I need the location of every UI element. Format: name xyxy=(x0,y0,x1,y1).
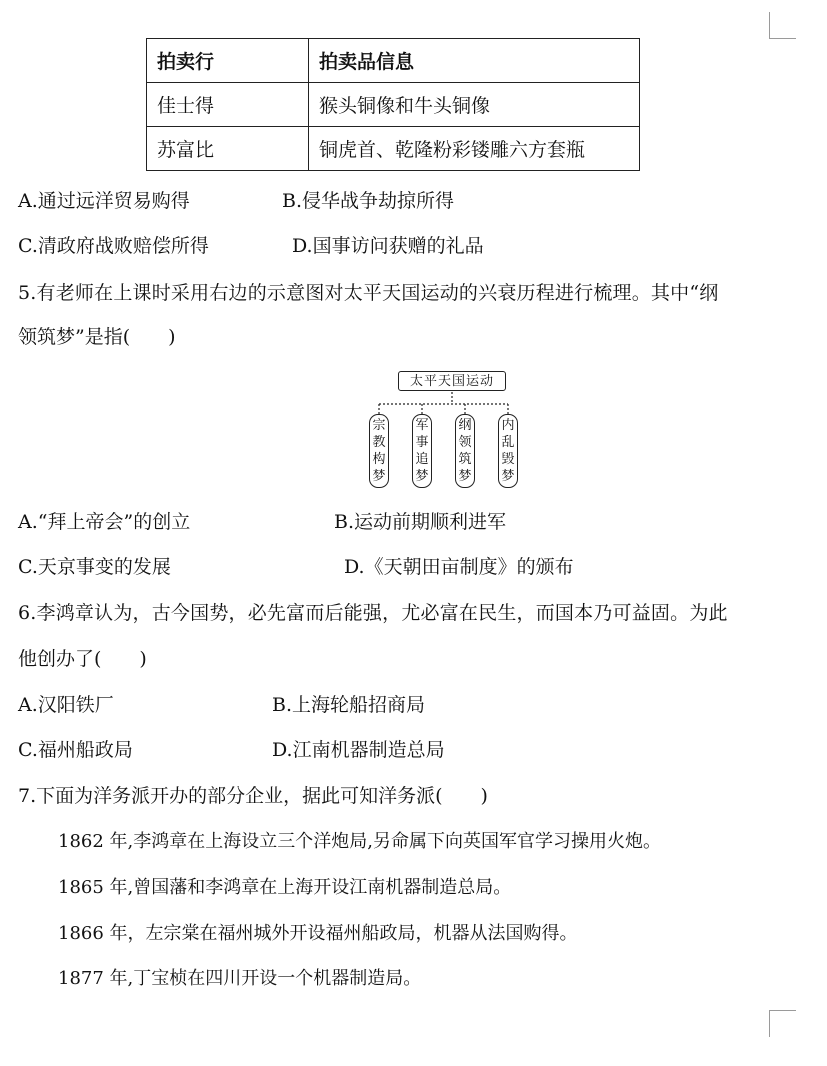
q7-item: 1866 年，左宗棠在福州城外开设福州船政局，机器从法国购得。 xyxy=(58,923,578,944)
diagram-char: 梦 xyxy=(372,469,386,484)
q4-option-a: A.通过远洋贸易购得 xyxy=(18,190,190,212)
q5-option-b: B.运动前期顺利进军 xyxy=(334,511,507,533)
diagram-char: 梦 xyxy=(501,469,515,484)
table-header-cell: 拍卖品信息 xyxy=(309,39,640,83)
q6-option-c: C.福州船政局 xyxy=(18,739,133,761)
q6-option-a: A.汉阳铁厂 xyxy=(18,694,114,716)
crop-mark-bottom-right xyxy=(769,1010,796,1037)
diagram-char: 事 xyxy=(415,435,429,450)
diagram-title: 太平天国运动 xyxy=(398,371,506,391)
diagram-box-internal-strife xyxy=(498,414,518,488)
diagram-char: 梦 xyxy=(458,469,472,484)
q6-option-b: B.上海轮船招商局 xyxy=(272,694,426,716)
diagram-char: 宗 xyxy=(372,418,386,433)
q7-item: 1877 年,丁宝桢在四川开设一个机器制造局。 xyxy=(58,968,422,989)
table-header-row xyxy=(147,39,640,83)
q4-option-b: B.侵华战争劫掠所得 xyxy=(282,190,455,212)
table-header-cell: 拍卖行 xyxy=(147,39,309,83)
table-cell: 猴头铜像和牛头铜像 xyxy=(309,83,640,127)
table-cell: 铜虎首、乾隆粉彩镂雕六方套瓶 xyxy=(309,127,640,171)
q6-stem-line-1: 6.李鸿章认为，古今国势，必先富而后能强，尤必富在民生，而国本乃可益固。为此 xyxy=(18,602,728,624)
diagram-char: 教 xyxy=(372,435,386,450)
q6-stem-line-2: 他创办了( ) xyxy=(18,648,147,670)
table-cell: 苏富比 xyxy=(147,127,309,171)
q5-option-d: D.《天朝田亩制度》的颁布 xyxy=(344,556,574,578)
q7-stem: 7.下面为洋务派开办的部分企业，据此可知洋务派( ) xyxy=(18,785,488,807)
q6-option-d: D.江南机器制造总局 xyxy=(272,739,445,761)
table-row xyxy=(147,83,640,127)
diagram-char: 追 xyxy=(415,452,429,467)
diagram-box-military xyxy=(412,414,432,488)
q4-option-c: C.清政府战败赔偿所得 xyxy=(18,235,209,257)
diagram-box-religion xyxy=(369,414,389,488)
q5-stem-line-1: 5.有老师在上课时采用右边的示意图对太平天国运动的兴衰历程进行梳理。其中“纲 xyxy=(18,282,719,304)
diagram-char: 内 xyxy=(501,418,515,433)
q5-option-c: C.天京事变的发展 xyxy=(18,556,171,578)
diagram-char: 乱 xyxy=(501,435,515,450)
diagram-box-program xyxy=(455,414,475,488)
taiping-diagram xyxy=(360,368,530,492)
diagram-char: 军 xyxy=(415,418,429,433)
diagram-char: 毁 xyxy=(501,452,515,467)
auction-table xyxy=(146,38,640,171)
crop-mark-top-right xyxy=(769,12,796,39)
diagram-char: 构 xyxy=(372,452,386,467)
q5-option-a: A.“拜上帝会”的创立 xyxy=(18,511,191,533)
diagram-char: 领 xyxy=(458,435,472,450)
q7-item: 1865 年,曾国藩和李鸿章在上海开设江南机器制造总局。 xyxy=(58,877,512,898)
diagram-char: 纲 xyxy=(458,418,472,433)
table-cell: 佳士得 xyxy=(147,83,309,127)
q7-item: 1862 年,李鸿章在上海设立三个洋炮局,另命属下向英国军官学习操用火炮。 xyxy=(58,831,661,852)
table-row xyxy=(147,127,640,171)
diagram-char: 梦 xyxy=(415,469,429,484)
q4-option-d: D.国事访问获赠的礼品 xyxy=(292,235,484,257)
q5-stem-line-2: 领筑梦”是指( ) xyxy=(18,326,176,348)
diagram-char: 筑 xyxy=(458,452,472,467)
